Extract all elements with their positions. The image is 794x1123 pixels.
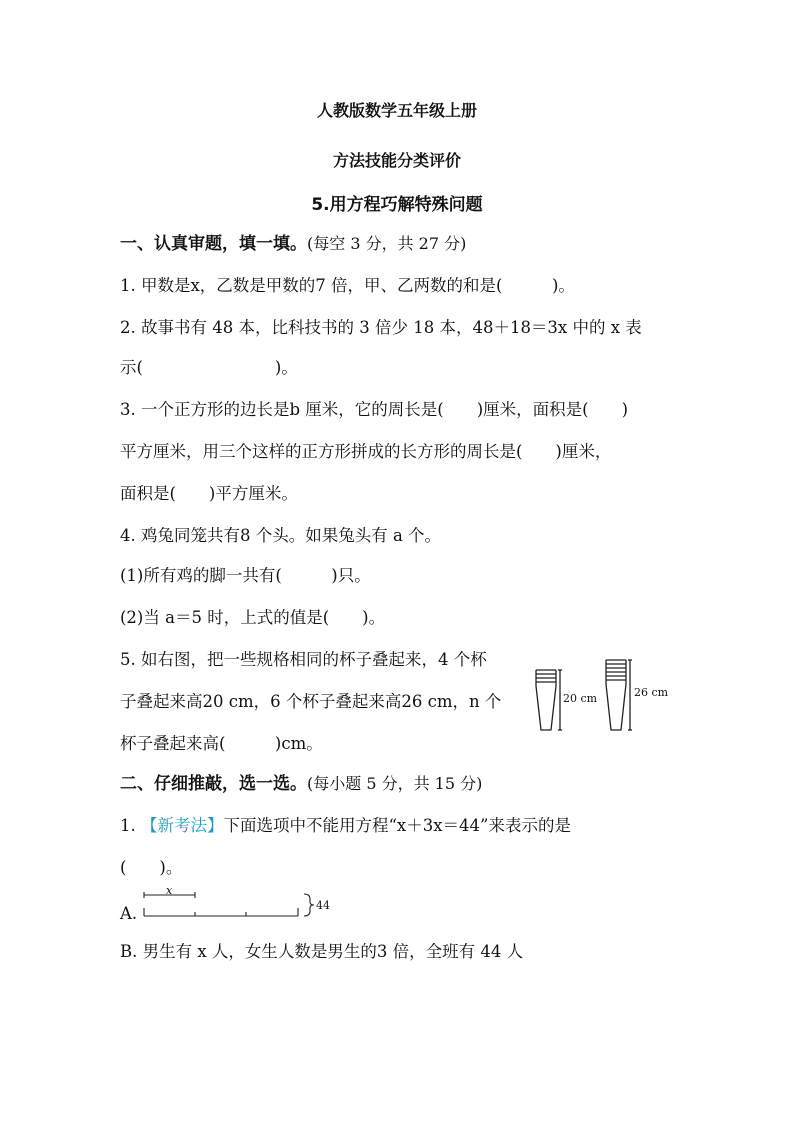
page-title: 人教版数学五年级上册 xyxy=(316,101,477,120)
question-1-5-line-1: 5. 如右图，把一些规格相同的杯子叠起来，4 个杯 xyxy=(120,650,487,669)
section-2-heading xyxy=(120,772,482,796)
unit-title: 5.用方程巧解特殊问题 xyxy=(311,195,483,215)
question-2-1-text: 下面选项中不能用方程“x＋3x＝44”来表示的是 xyxy=(223,816,571,835)
cup-stack-6 xyxy=(606,660,632,730)
question-2-1 xyxy=(120,814,571,838)
question-1-3-line-2: 平方厘米，用三个这样的正方形拼成的长方形的周长是( )厘米， xyxy=(120,442,612,461)
section-1-title: 一、认真审题，填一填。 xyxy=(120,234,307,254)
question-2-1-answer-paren: ( )。 xyxy=(120,858,183,877)
cup-stack-4 xyxy=(536,670,562,730)
question-1-2-line-1: 2. 故事书有 48 本，比科技书的 3 倍少 18 本，48＋18＝3x 中的 x 表 xyxy=(120,318,642,337)
section-1-heading xyxy=(120,232,466,256)
question-1-1: 1. 甲数是x，乙数是甲数的7 倍，甲、乙两数的和是( )。 xyxy=(120,276,575,295)
option-a-label: A. xyxy=(120,904,138,923)
question-1-5-line-2: 子叠起来高20 cm，6 个杯子叠起来高26 cm，n 个 xyxy=(120,692,502,711)
question-1-4: 4. 鸡兔同笼共有8 个头。如果兔头有 a 个。 xyxy=(120,526,442,545)
option-a-total-label: 44 xyxy=(316,899,330,912)
section-1-score-note: (每空 3 分，共 27 分) xyxy=(307,234,467,253)
section-2-title: 二、仔细推敲，选一选。 xyxy=(120,774,307,794)
option-b: B. 男生有 x 人，女生人数是男生的3 倍，全班有 44 人 xyxy=(120,942,524,961)
height-label-20: 20 cm xyxy=(563,692,598,705)
height-label-26: 26 cm xyxy=(634,686,669,699)
question-1-5-line-3: 杯子叠起来高( )cm。 xyxy=(120,734,323,753)
question-1-3-line-1: 3. 一个正方形的边长是b 厘米，它的周长是( )厘米，面积是( ) xyxy=(120,400,629,419)
page-subtitle: 方法技能分类评价 xyxy=(332,151,461,170)
option-a-x-label: x xyxy=(166,886,173,897)
question-1-2-line-2: 示( )。 xyxy=(120,358,298,377)
new-exam-method-tag: 【新考法】 xyxy=(141,816,224,835)
section-2-score-note: (每小题 5 分，共 15 分) xyxy=(307,774,483,793)
stacked-cups-figure xyxy=(530,652,680,736)
question-2-1-number: 1. xyxy=(120,816,141,835)
question-1-3-line-3: 面积是( )平方厘米。 xyxy=(120,484,298,503)
question-1-4-part-1: (1)所有鸡的脚一共有( )只。 xyxy=(120,566,371,585)
option-a-segment-diagram xyxy=(118,886,348,926)
question-1-4-part-2: (2)当 a＝5 时，上式的值是( )。 xyxy=(120,608,386,627)
